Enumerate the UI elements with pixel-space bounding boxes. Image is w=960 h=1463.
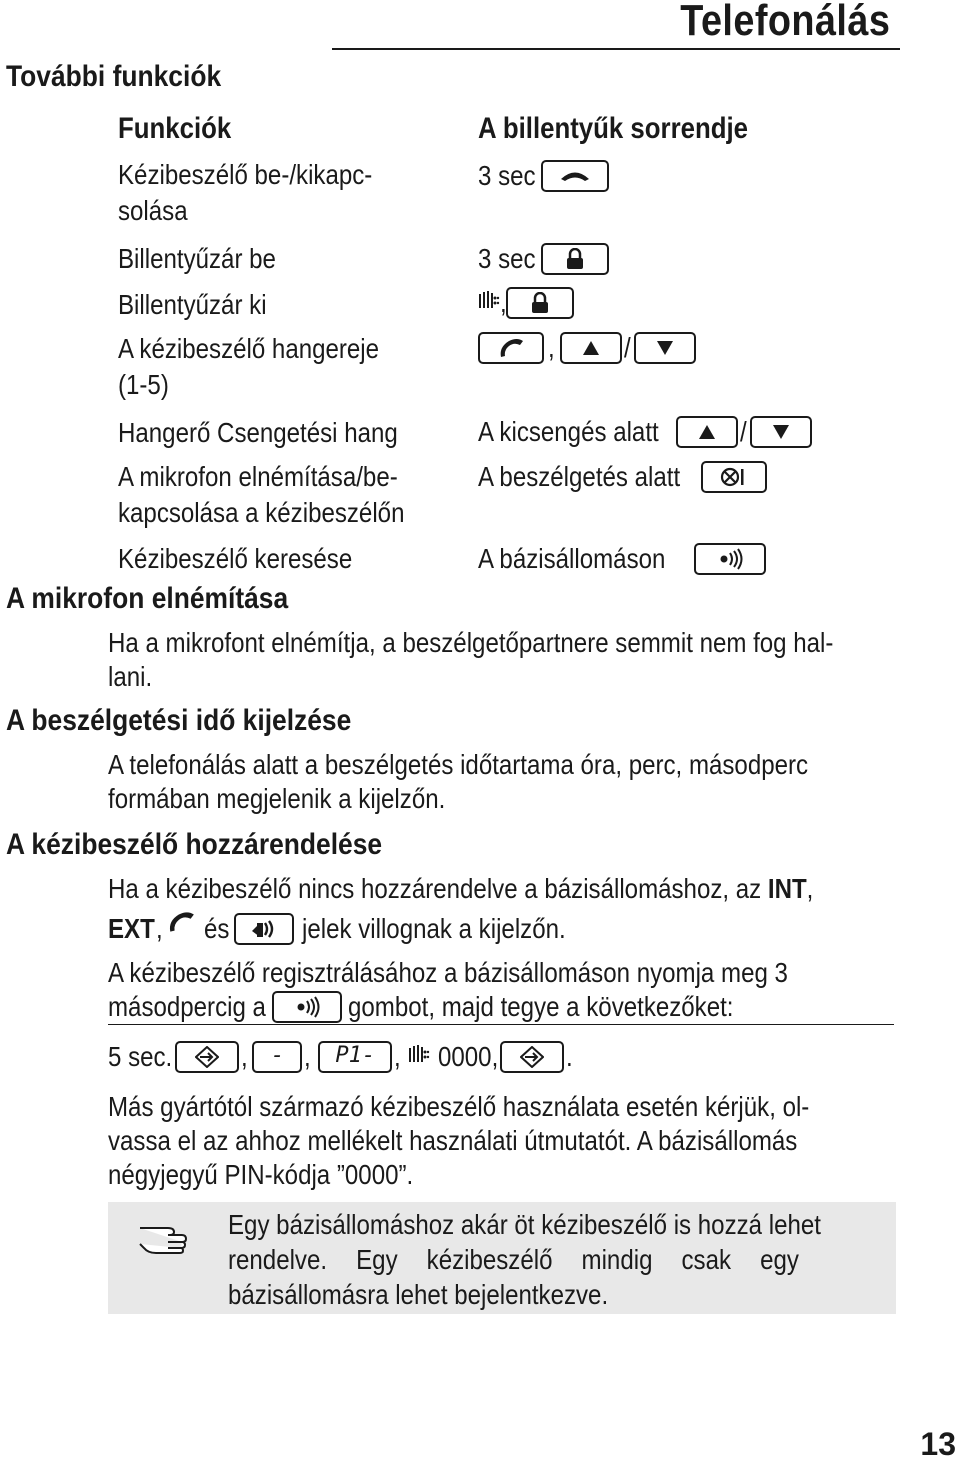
menu-key-2[interactable] <box>500 1041 564 1073</box>
keys-ringer-volume <box>478 413 812 451</box>
down-key-2[interactable] <box>750 416 812 448</box>
seq-end: . <box>566 1041 573 1072</box>
menu-icon <box>195 1046 219 1068</box>
keys-volume <box>478 329 696 367</box>
keys-ringer-text: A kicsengés alatt <box>478 416 659 447</box>
keys-keylock-off <box>478 284 574 322</box>
func-keylock-off: Billentyűzár ki <box>118 289 267 320</box>
lock-icon <box>565 248 585 270</box>
keys-volume-sep: / <box>623 332 631 363</box>
keys-power <box>478 157 609 195</box>
register-line2 <box>108 988 796 1026</box>
seq-start: 5 sec. <box>108 1041 173 1072</box>
func-power-line1: Kézibeszélő be-/kikapc- <box>118 159 373 190</box>
arrow-up-icon <box>698 424 716 440</box>
end-call-key[interactable] <box>541 160 609 192</box>
func-keylock-on: Billentyűzár be <box>118 243 276 274</box>
arrow-up-icon <box>582 340 600 356</box>
keys-paging-text: A bázisállomáson <box>478 543 666 574</box>
keys-mute-text: A beszélgetés alatt <box>478 461 681 492</box>
func-volume-line1: A kézibeszélő hangereje <box>118 333 380 364</box>
func-power-line2: solása <box>118 195 188 226</box>
keys-keylock-on <box>478 240 609 278</box>
keypad-icon <box>408 1044 430 1070</box>
page-icon <box>292 996 322 1018</box>
arrow-down-icon <box>772 424 790 440</box>
section-heading-more-functions: További funkciók <box>6 60 222 93</box>
note-line3: bázisállomásra lehet bejelentkezve. <box>228 1279 609 1310</box>
call-time-line2: formában megjelenik a kijelzőn. <box>108 783 446 814</box>
assign-line2 <box>108 910 608 948</box>
other-maker-line3: négyjegyű PIN-kódja ”0000”. <box>108 1159 414 1190</box>
keys-keylock-off-comma: , <box>500 287 507 318</box>
display-p1: P1- <box>318 1041 392 1073</box>
register-line2-pre: másodpercig a <box>108 991 266 1022</box>
phone-icon <box>497 337 525 359</box>
down-key[interactable] <box>634 332 696 364</box>
menu-key[interactable] <box>175 1041 239 1073</box>
assign-line1-post: , <box>806 873 814 904</box>
func-ringer-volume: Hangerő Csengetési hang <box>118 417 398 448</box>
assign-line2-comma: , <box>156 913 164 944</box>
column-header-functions: Funkciók <box>118 112 232 145</box>
up-key[interactable] <box>560 332 622 364</box>
func-mute-line1: A mikrofon elnémítása/be- <box>118 461 398 492</box>
mute-text-line2: lani. <box>108 661 153 692</box>
page-number: 13 <box>920 1426 956 1462</box>
section-heading-mute: A mikrofon elnémítása <box>6 582 289 615</box>
seq-comma-1: , <box>240 1041 248 1072</box>
up-key-2[interactable] <box>676 416 738 448</box>
column-header-keys: A billentyűk sorrendje <box>478 112 749 145</box>
sequence-divider <box>108 1024 894 1025</box>
func-paging: Kézibeszélő keresése <box>118 543 353 574</box>
func-volume-line2: (1-5) <box>118 369 169 400</box>
keys-mute <box>478 458 767 496</box>
page-icon <box>715 548 745 570</box>
header-rule <box>332 48 900 50</box>
register-line1: A kézibeszélő regisztrálásához a bázisállomáson nyomja meg 3 <box>108 957 788 988</box>
keypad-icon <box>478 290 500 316</box>
assign-line2-post: jelek villognak a kijelzőn. <box>301 913 566 944</box>
note-line2: rendelve. Egy kézibeszélő mindig csak egy <box>228 1244 799 1275</box>
signal-icon <box>249 917 279 941</box>
phone-icon <box>166 910 196 934</box>
lock-icon <box>530 292 550 314</box>
int-label: INT <box>767 873 807 904</box>
call-time-line1: A telefonálás alatt a beszélgetés időtartama óra, perc, másodperc <box>108 749 809 780</box>
keys-volume-comma: , <box>548 332 555 363</box>
assign-line1-pre: Ha a kézibeszélő nincs hozzárendelve a bázisállomáshoz, az <box>108 873 768 904</box>
mute-key[interactable] <box>701 461 767 493</box>
page-key[interactable] <box>694 543 766 575</box>
lock-key-2[interactable] <box>506 287 574 319</box>
register-line2-post: gombot, majd tegye a következőket: <box>347 991 734 1022</box>
keys-paging <box>478 540 766 578</box>
mute-icon <box>719 466 749 488</box>
register-sequence <box>108 1038 574 1076</box>
seq-comma-2: , <box>304 1041 312 1072</box>
section-heading-call-time: A beszélgetési idő kijelzése <box>6 704 352 737</box>
assign-line1 <box>108 872 813 906</box>
end-call-icon <box>558 168 592 184</box>
signal-key <box>234 913 294 945</box>
section-heading-assign: A kézibeszélő hozzárendelése <box>6 828 383 861</box>
other-maker-line2: vassa el az ahhoz mellékelt használati útmutatót. A bázisállomás <box>108 1125 798 1156</box>
keys-keylock-on-text: 3 sec <box>478 243 536 274</box>
page-title: Telefonálás <box>679 0 890 45</box>
mute-text-line1: Ha a mikrofont elnémítja, a beszélgetőpartnere semmit nem fog hal- <box>108 627 834 658</box>
other-maker-line1: Más gyártótól származó kézibeszélő használata esetén kérjük, ol- <box>108 1091 810 1122</box>
menu-icon <box>520 1046 544 1068</box>
note-line1: Egy bázisállomáshoz akár öt kézibeszélő is hozzá lehet <box>228 1209 821 1240</box>
seq-code: 0000, <box>438 1041 499 1072</box>
display-dash: - <box>252 1041 302 1073</box>
seq-comma-3: , <box>394 1041 401 1072</box>
arrow-down-icon <box>656 340 674 356</box>
lock-key[interactable] <box>541 243 609 275</box>
pointing-hand-icon <box>138 1218 198 1254</box>
keys-power-text: 3 sec <box>478 160 536 191</box>
keys-ringer-sep: / <box>740 416 747 447</box>
page-key-2[interactable] <box>272 991 342 1023</box>
func-mute-line2: kapcsolása a kézibeszélőn <box>118 497 405 528</box>
assign-line2-and: és <box>204 913 230 944</box>
talk-key[interactable] <box>478 332 544 364</box>
ext-label: EXT <box>108 913 155 944</box>
